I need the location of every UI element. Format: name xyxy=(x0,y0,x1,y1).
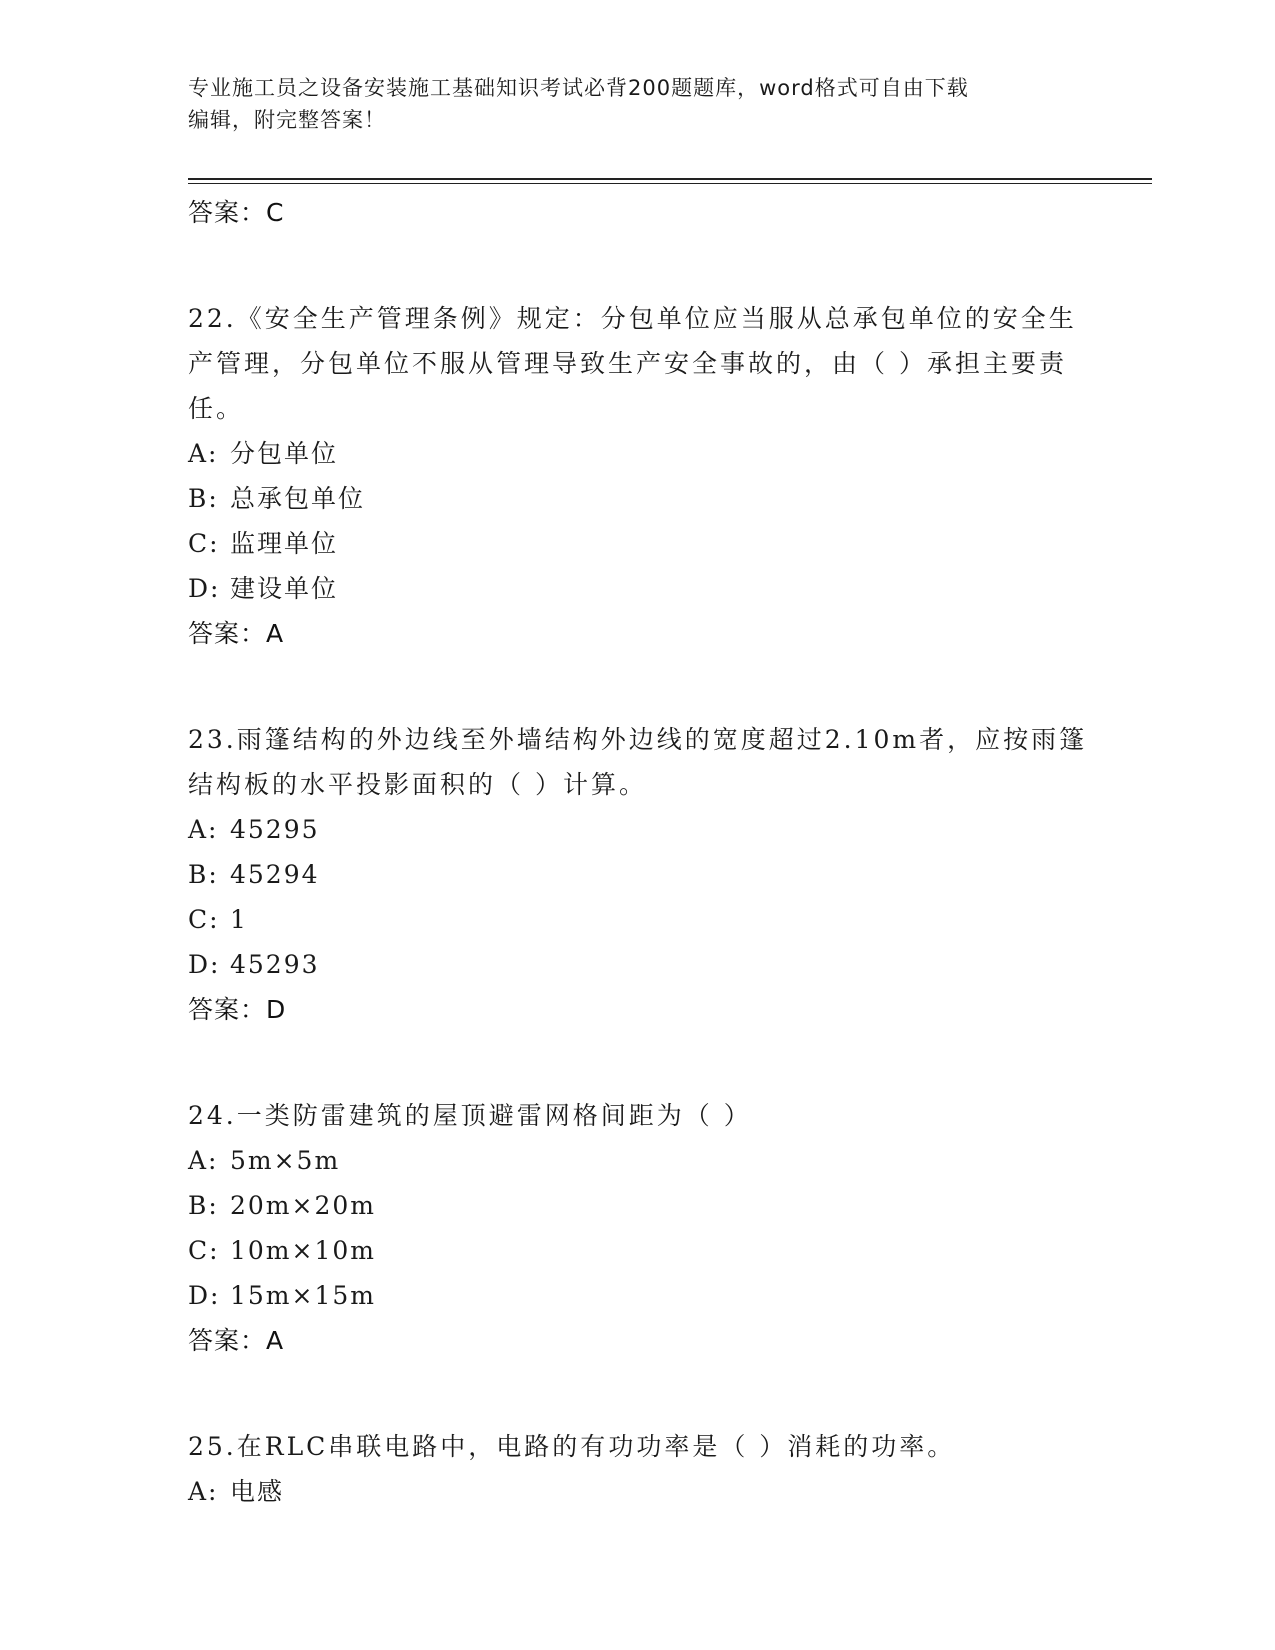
option-key: A: xyxy=(188,815,219,844)
answer-value: D xyxy=(266,995,287,1024)
option-b xyxy=(188,1183,1088,1228)
answer-line xyxy=(188,987,1088,1033)
question-list xyxy=(188,190,1088,1514)
option-c xyxy=(188,897,1088,942)
option-text: 20m×20m xyxy=(230,1191,376,1220)
option-text: 10m×10m xyxy=(230,1236,376,1265)
answer-line xyxy=(188,1318,1088,1364)
answer-label: 答案： xyxy=(188,1326,267,1355)
answer-line xyxy=(188,611,1088,657)
option-d xyxy=(188,566,1088,611)
header-rule-thin xyxy=(188,183,1152,184)
option-text: 监理单位 xyxy=(230,529,339,558)
option-text: 建设单位 xyxy=(230,574,339,603)
option-key: A: xyxy=(188,1477,219,1506)
answer-line xyxy=(188,190,1088,236)
answer-value: C xyxy=(266,198,285,227)
answer-label: 答案： xyxy=(188,198,267,227)
option-key: C: xyxy=(188,529,220,558)
header-rule-thick xyxy=(188,178,1152,180)
option-text: 分包单位 xyxy=(230,439,339,468)
header-line-2: 编辑，附完整答案！ xyxy=(188,108,386,132)
question-text: 23.雨篷结构的外边线至外墙结构外边线的宽度超过2.10m者，应按雨篷结构板的水平投影面积的（ ）计算。 xyxy=(188,725,1088,799)
option-d xyxy=(188,942,1088,987)
option-d xyxy=(188,1273,1088,1318)
answer-value: A xyxy=(266,1326,285,1355)
option-key: A: xyxy=(188,1146,219,1175)
option-key: B: xyxy=(188,484,219,513)
option-b xyxy=(188,852,1088,897)
option-key: C: xyxy=(188,905,220,934)
question-text: 24.一类防雷建筑的屋顶避雷网格间距为（ ） xyxy=(188,1101,752,1130)
header-line-1: 专业施工员之设备安装施工基础知识考试必背200题题库，word格式可自由下载 xyxy=(188,76,969,100)
option-c xyxy=(188,1228,1088,1273)
document-header xyxy=(188,72,1088,136)
option-text: 15m×15m xyxy=(230,1281,376,1310)
option-text: 45295 xyxy=(230,815,320,844)
option-text: 总承包单位 xyxy=(230,484,366,513)
option-c xyxy=(188,521,1088,566)
question-text: 25.在RLC串联电路中，电路的有功功率是（ ）消耗的功率。 xyxy=(188,1432,956,1461)
option-a xyxy=(188,431,1088,476)
option-a xyxy=(188,807,1088,852)
option-key: A: xyxy=(188,439,219,468)
option-text: 45293 xyxy=(230,950,320,979)
answer-label: 答案： xyxy=(188,619,267,648)
option-key: C: xyxy=(188,1236,220,1265)
option-key: B: xyxy=(188,860,219,889)
question-text: 22.《安全生产管理条例》规定：分包单位应当服从总承包单位的安全生产管理，分包单位不服从管理导致生产安全事故的，由（ ）承担主要责任。 xyxy=(188,304,1077,423)
option-b xyxy=(188,476,1088,521)
option-key: D: xyxy=(188,574,221,603)
option-a xyxy=(188,1138,1088,1183)
option-text: 5m×5m xyxy=(230,1146,341,1175)
option-text: 电感 xyxy=(230,1477,285,1506)
option-text: 45294 xyxy=(230,860,320,889)
option-key: B: xyxy=(188,1191,219,1220)
answer-value: A xyxy=(266,619,285,648)
option-key: D: xyxy=(188,950,221,979)
option-a xyxy=(188,1469,1088,1514)
option-text: 1 xyxy=(230,905,248,934)
option-key: D: xyxy=(188,1281,221,1310)
answer-label: 答案： xyxy=(188,995,267,1024)
